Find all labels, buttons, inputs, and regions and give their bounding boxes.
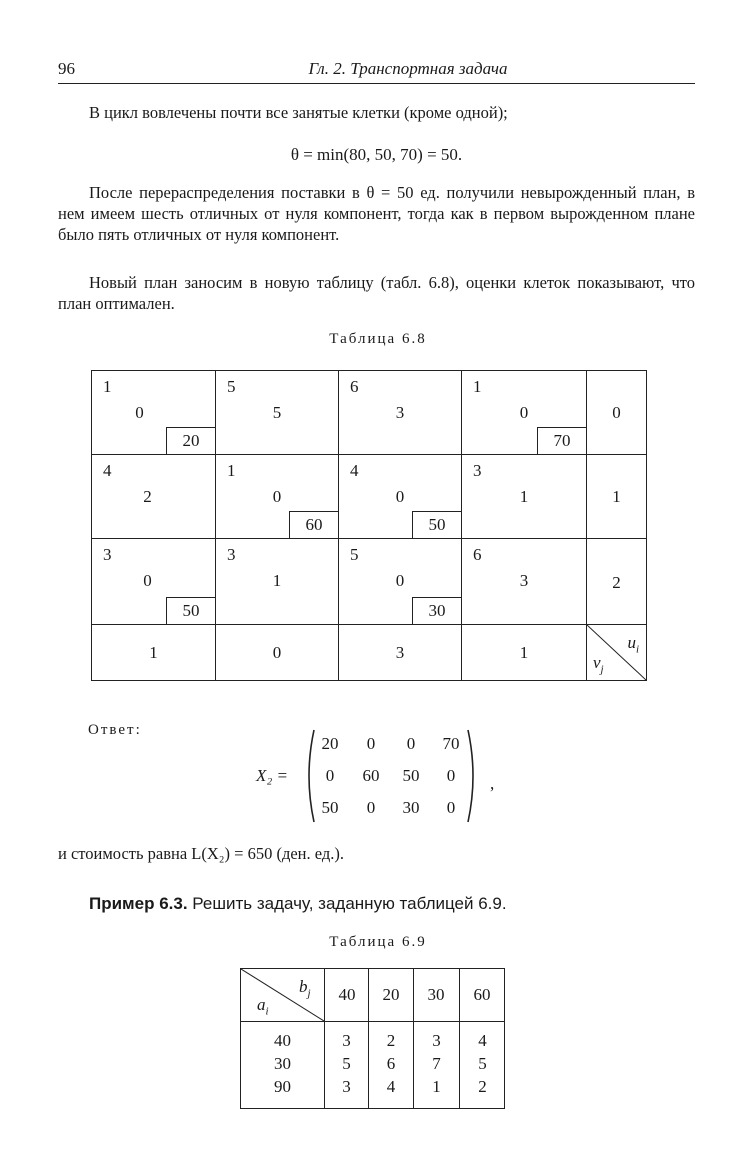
cost-value: 4 [478,1031,487,1050]
matrix-x2: 20 0 0 70 0 60 50 0 50 0 30 0 [321,734,460,817]
demand-header: 60 [473,985,491,1004]
cost-column [325,1029,368,1098]
cell-estimate: 1 [272,571,282,590]
potential-u-cell [587,371,646,455]
table-cell [462,539,587,625]
cell-supply-box: 20 [166,427,216,455]
potential-v: 1 [519,643,529,662]
supply-column [241,1029,324,1098]
cell-estimate: 3 [519,571,529,590]
paragraph-new-plan: Новый план заносим в новую таблицу (табл. 6.8), оценки клеток показывают, что план оптимален. [58,273,695,313]
page-number: 96 [58,59,75,78]
cell-estimate: 0 [272,487,282,506]
corner-a-label: $a_i$ [257,995,269,1018]
corner-cell [587,625,646,680]
table-cell [92,455,216,539]
cost-value: 6 [386,1054,396,1073]
cost-column [460,1029,505,1098]
running-title: Гл. 2. Транспортная задача [308,59,508,78]
table-cell [462,455,587,539]
demand-header: 20 [382,985,400,1004]
paragraph-redistribution: После перераспределения поставки в θ = 50 ед. получили невырожденный план, в нем имеем шесть отличных от нуля компонент, тогда как в первом вырожденном плане было пять отличных от нуля компонент. [58,183,695,244]
potential-u: 1 [612,487,621,506]
example-number: Пример 6.3. [89,894,188,913]
cell-supply-box: 50 [412,511,462,539]
cost-value: 3 [342,1031,351,1050]
table-cell [92,371,216,455]
corner-b-label: $b_j$ [299,977,311,1000]
cell-estimate: 5 [272,403,282,422]
cell-supply-box: 70 [537,427,587,455]
cell-estimate: 0 [395,571,405,590]
paragraph-cycle: В цикл вовлечены почти все занятые клетки (кроме одной); [89,103,508,122]
potential-u-cell [587,539,646,625]
table-cell [216,539,339,625]
cell-estimate: 3 [395,403,405,422]
potential-v: 0 [272,643,282,662]
cell-estimate: 0 [395,487,405,506]
cell-estimate: 1 [519,487,529,506]
supply-value: 30 [274,1054,291,1073]
potential-u-cell [587,455,646,539]
cell-cost: 1 [473,377,482,396]
potential-v-cell [462,625,587,680]
corner-u-label: $u_i$ [627,633,639,656]
table-6-9 [240,968,505,1109]
table-6-9-caption: Таблица 6.9 [329,934,427,950]
cell-estimate: 0 [143,571,152,590]
potential-u: 2 [612,573,621,592]
table-cell [339,371,462,455]
table-cell [92,539,216,625]
cell-cost: 1 [227,461,236,480]
cost-value: 1 [432,1077,441,1096]
cost-value: 3 [342,1077,351,1096]
cost-value: 7 [432,1054,441,1073]
cost-value: 4 [386,1077,396,1096]
potential-v-cell [216,625,339,680]
cell-supply-box: 60 [289,511,339,539]
table-cell [462,371,587,455]
supply-value: 90 [274,1077,291,1096]
cell-supply-box: 50 [166,597,216,625]
cost-value: 2 [478,1077,487,1096]
cell-cost: 3 [103,545,112,564]
potential-v-cell [92,625,216,680]
table-cell [216,455,339,539]
example-heading [58,893,695,914]
supply-value: 40 [274,1031,291,1050]
corner-diagonal [241,969,324,1021]
cell-estimate: 2 [143,487,152,506]
cell-cost: 5 [227,377,236,396]
example-text: Решить задачу, заданную таблицей 6.9. [187,894,507,913]
cell-cost: 1 [103,377,112,396]
potential-u: 0 [612,403,621,422]
cell-estimate: 0 [519,403,529,422]
header-divider [241,1021,504,1022]
formula-theta: θ = min(80, 50, 70) = 50. [290,145,463,164]
cost-value: 5 [342,1054,351,1073]
cost-sentence: и стоимость равна L(X₂) = 650 (ден. ед.). [58,844,344,863]
potential-v: 3 [395,643,405,662]
matrix-comma: , [490,774,495,793]
potential-v: 1 [149,643,158,662]
corner-v-label: $v_j$ [593,653,604,676]
cell-cost: 3 [227,545,236,564]
cost-value: 5 [478,1054,487,1073]
table-cell [339,539,462,625]
cell-cost: 6 [350,377,359,396]
cost-column [369,1029,413,1098]
table-6-8 [91,370,647,681]
table-6-8-caption: Таблица 6.8 [329,331,427,347]
cell-estimate: 0 [135,403,144,422]
matrix-lhs: X₂ = [256,766,289,785]
cell-cost: 4 [103,461,112,480]
matrix-right-paren [466,728,480,824]
potential-v-cell [339,625,462,680]
demand-header: 30 [427,985,445,1004]
header-rule [58,83,695,84]
table-cell [216,371,339,455]
cost-column [414,1029,459,1098]
table-cell [339,455,462,539]
cost-value: 3 [432,1031,441,1050]
cell-cost: 3 [473,461,482,480]
answer-label: Ответ: [88,722,142,738]
demand-header: 40 [338,985,356,1004]
cell-cost: 4 [350,461,359,480]
cell-supply-box: 30 [412,597,462,625]
cell-cost: 5 [350,545,359,564]
cell-cost: 6 [473,545,482,564]
cost-value: 2 [386,1031,396,1050]
